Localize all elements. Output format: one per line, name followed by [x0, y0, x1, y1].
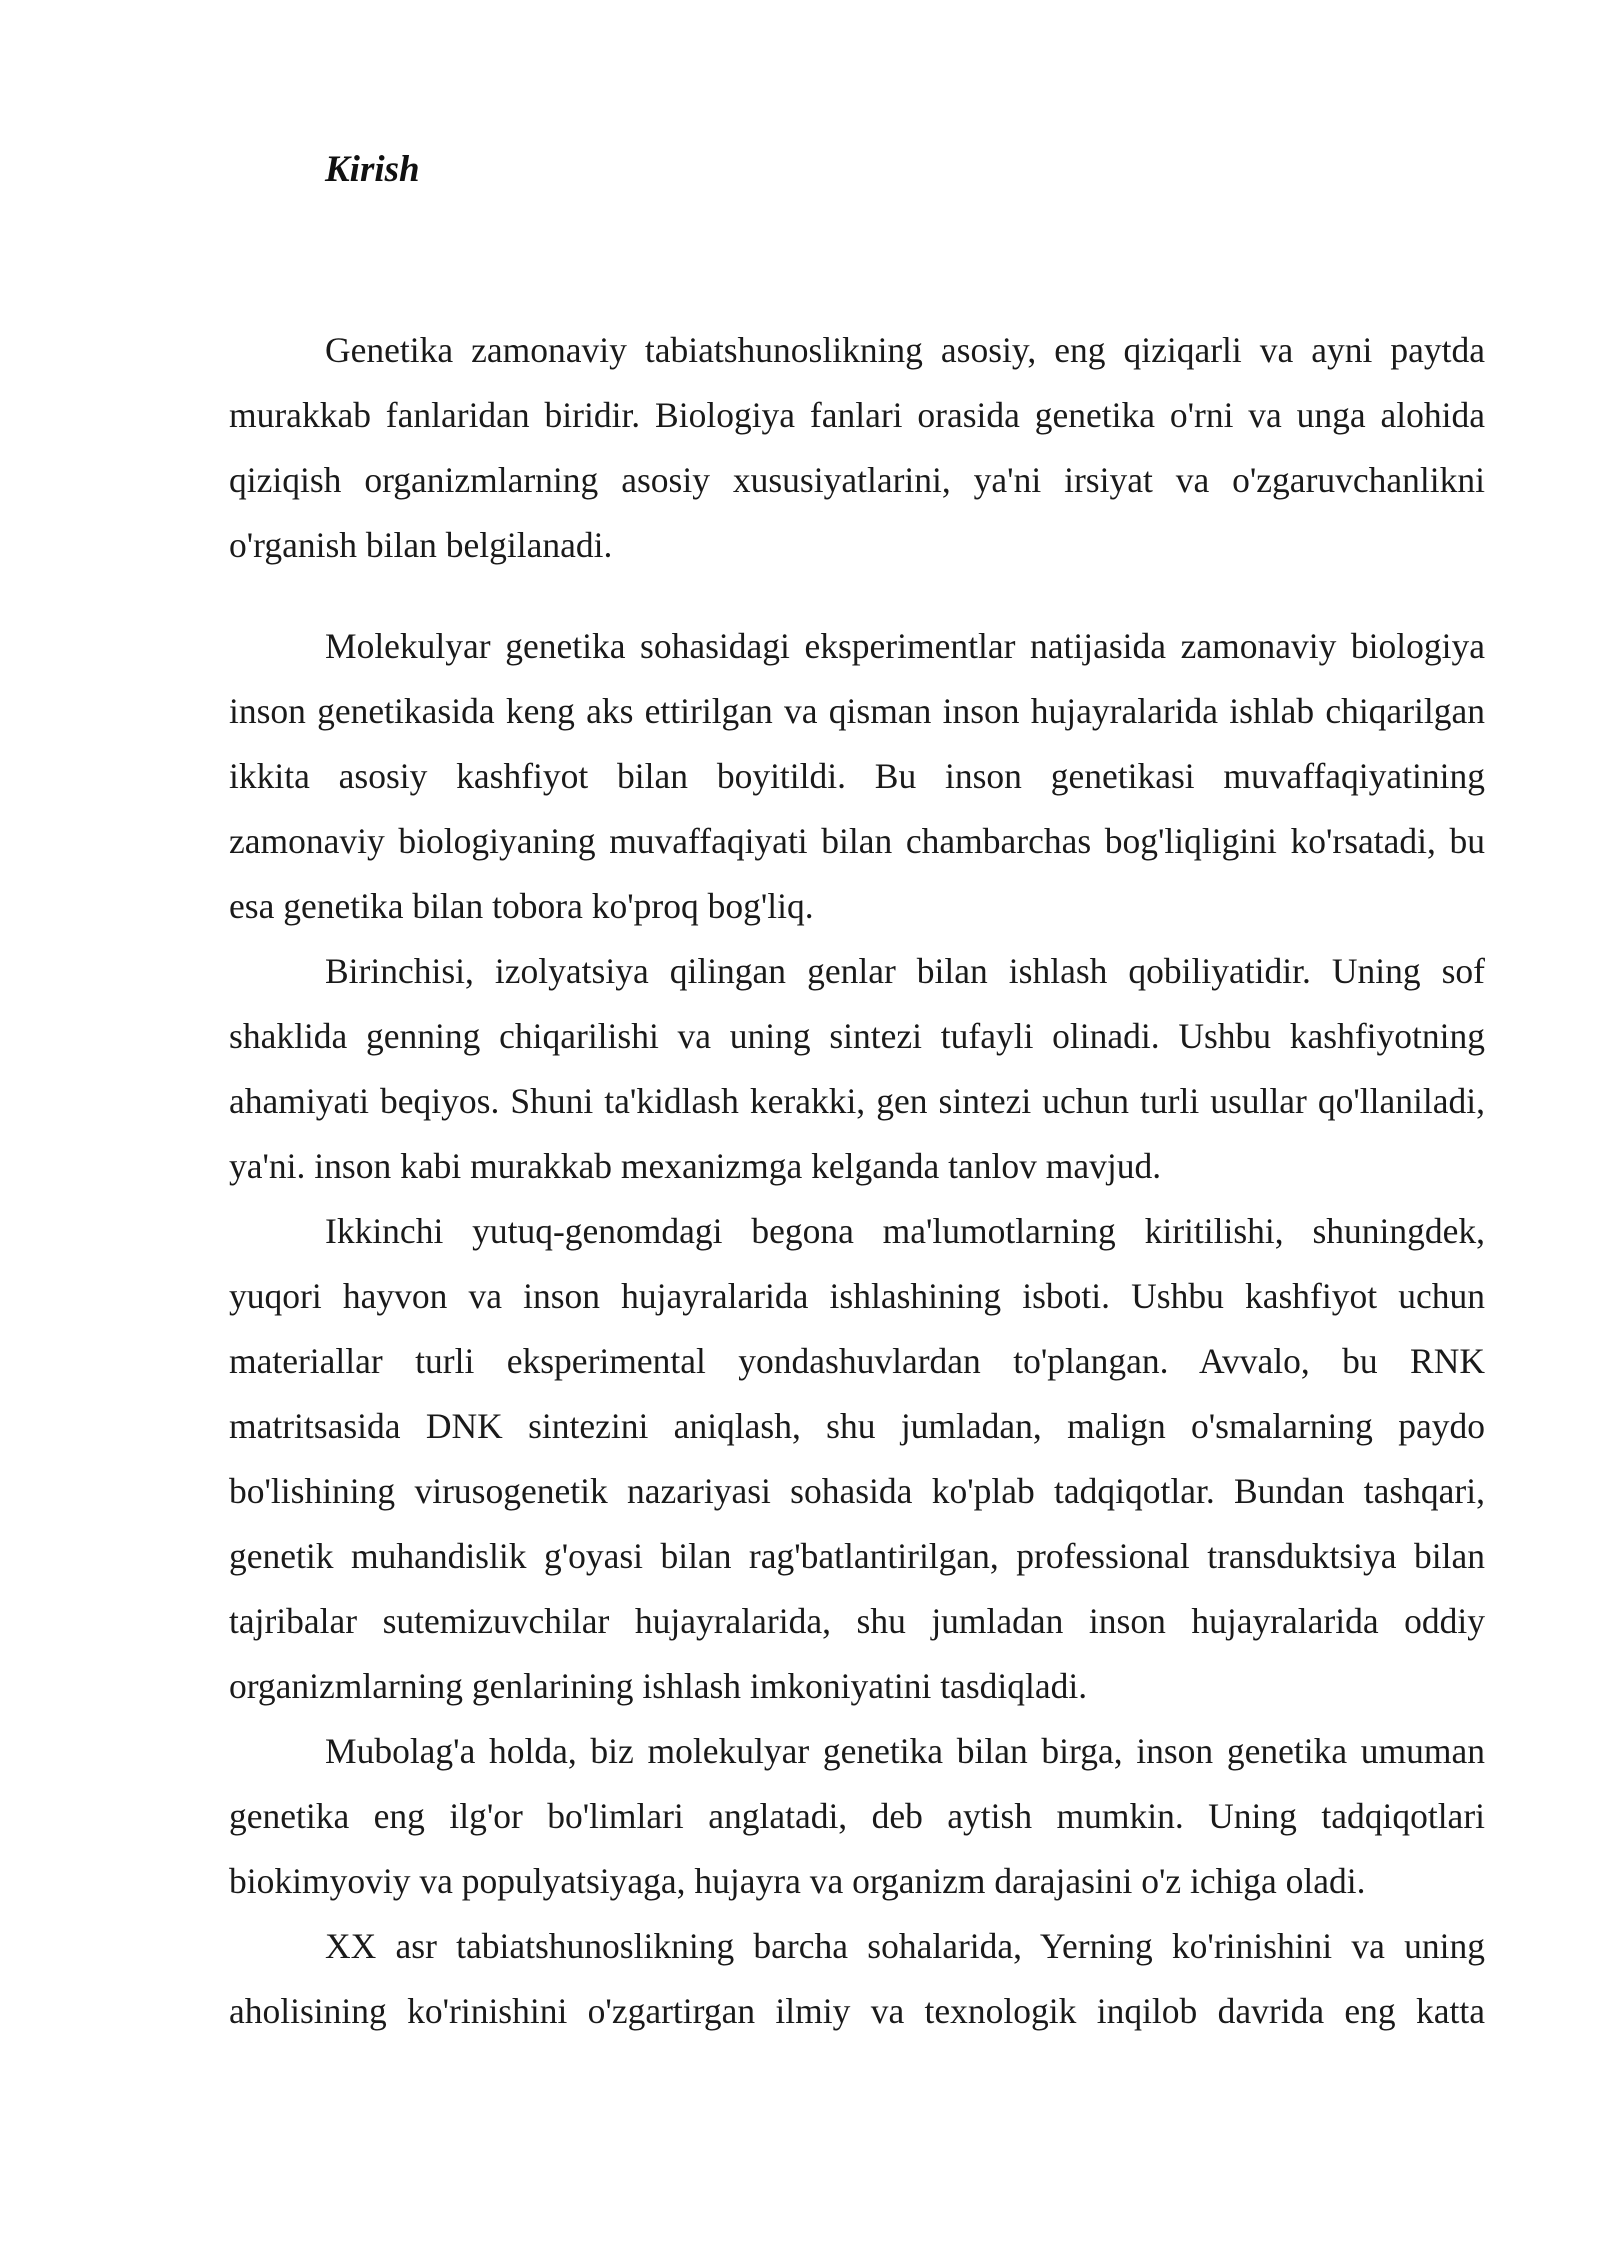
paragraph: Ikkinchi yutuq-genomdagi begona ma'lumotlarning kiritilishi, shuningdek, yuqori hayvon va inson hujayralarida ishlashining isboti. Ushbu kashfiyot uchun materiallar turli eksperimental yondashuvlardan to'plangan. Avvalo, bu RNK matritsasida DNK sintezini aniqlash, shu jumladan, malign o'smalarning paydo bo'lishining virusogenetik nazariyasi sohasida ko'plab tadqiqotlar. Bundan tashqari, genetik muhandislik g'oyasi bilan rag'batlantirilgan, professional transduktsiya bilan tajribalar sutemizuvchilar hujayralarida, shu jumladan inson hujayralarida oddiy organizmlarning genlarining ishlash imkoniyatini tasdiqladi.	[229, 1211, 1485, 1706]
document-body	[229, 318, 1485, 2044]
section-heading: Kirish	[325, 149, 420, 190]
paragraph: XX asr tabiatshunoslikning barcha sohalarida, Yerning ko'rinishini va uning aholisining ko'rinishini o'zgartirgan ilmiy va texnologik inqilob davrida eng katta	[229, 1926, 1485, 2031]
paragraph: Mubolag'a holda, biz molekulyar genetika bilan birga, inson genetika umuman genetika eng ilg'or bo'limlari anglatadi, deb aytish mumkin. Uning tadqiqotlari biokimyoviy va populyatsiyaga, hujayra va organizm darajasini o'z ichiga oladi.	[229, 1731, 1485, 1901]
paragraph: Birinchisi, izolyatsiya qilingan genlar bilan ishlash qobiliyatidir. Uning sof shaklida genning chiqarilishi va uning sintezi tufayli olinadi. Ushbu kashfiyotning ahamiyati beqiyos. Shuni ta'kidlash kerakki, gen sintezi uchun turli usullar qo'llaniladi, ya'ni. inson kabi murakkab mexanizmga kelganda tanlov mavjud.	[229, 951, 1485, 1186]
paragraph: Genetika zamonaviy tabiatshunoslikning asosiy, eng qiziqarli va ayni paytda murakkab fanlaridan biridir. Biologiya fanlari orasida genetika o'rni va unga alohida qiziqish organizmlarning asosiy xususiyatlarini, ya'ni irsiyat va o'zgaruvchanlikni o'rganish bilan belgilanadi.	[229, 330, 1485, 565]
paragraph: Molekulyar genetika sohasidagi eksperimentlar natijasida zamonaviy biologiya inson genetikasida keng aks ettirilgan va qisman inson hujayralarida ishlab chiqarilgan ikkita asosiy kashfiyot bilan boyitildi. Bu inson genetikasi muvaffaqiyatining zamonaviy biologiyaning muvaffaqiyati bilan chambarchas bog'liqligini ko'rsatadi, bu esa genetika bilan tobora ko'proq bog'liq.	[229, 626, 1485, 926]
